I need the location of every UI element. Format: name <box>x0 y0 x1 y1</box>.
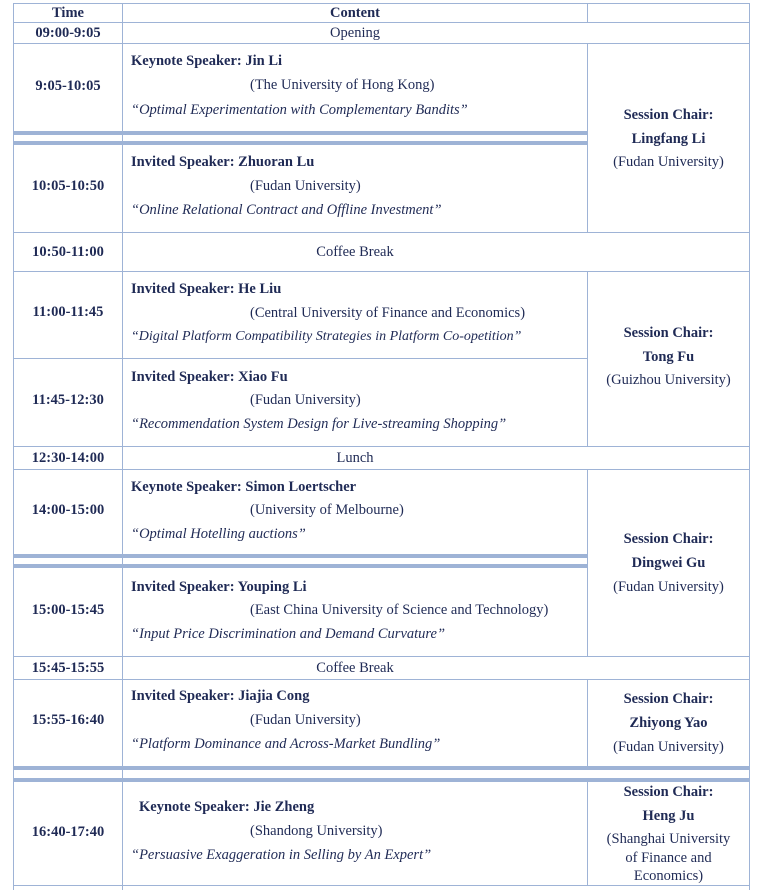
header-time: Time <box>52 5 84 21</box>
talk-7-affiliation: (Fudan University) <box>250 712 361 728</box>
speaker-name: Xiao Fu <box>238 369 288 385</box>
chair-4-affiliation: (Fudan University) <box>613 739 724 755</box>
time-talk-4: 11:45-12:30 <box>32 392 104 408</box>
speaker-name: Jin Li <box>245 53 283 69</box>
talk-5-title: “Optimal Hotelling auctions” <box>131 526 306 542</box>
talk-2-affiliation: (Fudan University) <box>250 178 361 194</box>
coffee-break-2: Coffee Break <box>316 660 394 676</box>
speaker-name: Youping Li <box>237 579 307 595</box>
speaker-name: Jiajia Cong <box>238 688 310 704</box>
time-talk-2: 10:05-10:50 <box>31 178 105 194</box>
speaker-role: Invited Speaker: <box>131 369 239 385</box>
talk-3-speaker <box>131 280 281 298</box>
chair-5-affiliation-line-1: (Shanghai University <box>606 831 731 847</box>
speaker-name: Jie Zheng <box>253 799 315 815</box>
talk-2-speaker <box>131 153 314 171</box>
talk-1-title: “Optimal Experimentation with Complementary Bandits” <box>131 102 468 118</box>
chair-5-affiliation-line-2: of Finance and <box>625 850 712 866</box>
time-talk-6: 15:00-15:45 <box>31 602 105 618</box>
chair-2-name: Tong Fu <box>642 349 695 365</box>
talk-4-title: “Recommendation System Design for Live-streaming Shopping” <box>131 416 507 432</box>
speaker-role: Keynote Speaker: <box>131 53 246 69</box>
talk-8-affiliation: (Shandong University) <box>250 823 383 839</box>
chair-1-affiliation: (Fudan University) <box>613 154 724 170</box>
speaker-role: Invited Speaker: <box>131 154 239 170</box>
chair-1-label: Session Chair: <box>623 107 714 123</box>
chair-3-label: Session Chair: <box>623 531 714 547</box>
talk-6-speaker <box>131 578 307 596</box>
talk-7-title: “Platform Dominance and Across-Market Bundling” <box>131 736 441 752</box>
speaker-role: Keynote Speaker: <box>131 479 246 495</box>
chair-5-name: Heng Ju <box>642 808 695 824</box>
talk-4-affiliation: (Fudan University) <box>250 392 361 408</box>
time-talk-8: 16:40-17:40 <box>31 824 105 840</box>
talk-4-speaker <box>131 368 288 386</box>
chair-5-affiliation-line-3: Economics) <box>633 868 704 884</box>
speaker-name: Zhuoran Lu <box>238 154 315 170</box>
talk-7-speaker <box>131 687 309 705</box>
talk-2-title: “Online Relational Contract and Offline Investment” <box>131 202 442 218</box>
speaker-role: Invited Speaker: <box>131 281 239 297</box>
chair-3-affiliation: (Fudan University) <box>613 579 724 595</box>
time-lunch: 12:30-14:00 <box>31 450 105 466</box>
speaker-role: Invited Speaker: <box>131 688 239 704</box>
talk-6-title: “Input Price Discrimination and Demand Curvature” <box>131 626 446 642</box>
coffee-break-1: Coffee Break <box>316 244 394 260</box>
time-talk-3: 11:00-11:45 <box>32 304 104 320</box>
time-talk-5: 14:00-15:00 <box>31 502 105 518</box>
talk-6-affiliation: (East China University of Science and Technology) <box>250 602 549 618</box>
speaker-role: Keynote Speaker: <box>139 799 254 815</box>
opening-label: Opening <box>330 25 380 41</box>
lunch-label: Lunch <box>336 450 374 466</box>
talk-5-affiliation: (University of Melbourne) <box>250 502 404 518</box>
time-talk-1: 9:05-10:05 <box>35 78 101 94</box>
talk-8-title: “Persuasive Exaggeration in Selling by An Expert” <box>131 847 432 863</box>
time-talk-7: 15:55-16:40 <box>31 712 105 728</box>
talk-8-speaker <box>139 798 314 816</box>
time-coffee-1: 10:50-11:00 <box>32 244 104 260</box>
talk-1-speaker <box>131 52 282 70</box>
talk-5-speaker <box>131 478 356 496</box>
chair-1-name: Lingfang Li <box>631 131 706 147</box>
chair-2-label: Session Chair: <box>623 325 714 341</box>
talk-1-affiliation: (The University of Hong Kong) <box>250 77 435 93</box>
time-coffee-2: 15:45-15:55 <box>31 660 105 676</box>
speaker-name: Simon Loertscher <box>245 479 357 495</box>
chair-2-affiliation: (Guizhou University) <box>606 372 731 388</box>
talk-3-title: “Digital Platform Compatibility Strategies in Platform Co-opetition” <box>131 329 522 344</box>
chair-4-label: Session Chair: <box>623 691 714 707</box>
speaker-role: Invited Speaker: <box>131 579 238 595</box>
talk-3-affiliation: (Central University of Finance and Economics) <box>250 305 526 321</box>
time-opening: 09:00-9:05 <box>35 25 101 41</box>
chair-5-label: Session Chair: <box>623 784 714 800</box>
chair-3-name: Dingwei Gu <box>631 555 706 571</box>
chair-4-name: Zhiyong Yao <box>629 715 708 731</box>
header-content: Content <box>330 5 380 21</box>
speaker-name: He Liu <box>238 281 282 297</box>
